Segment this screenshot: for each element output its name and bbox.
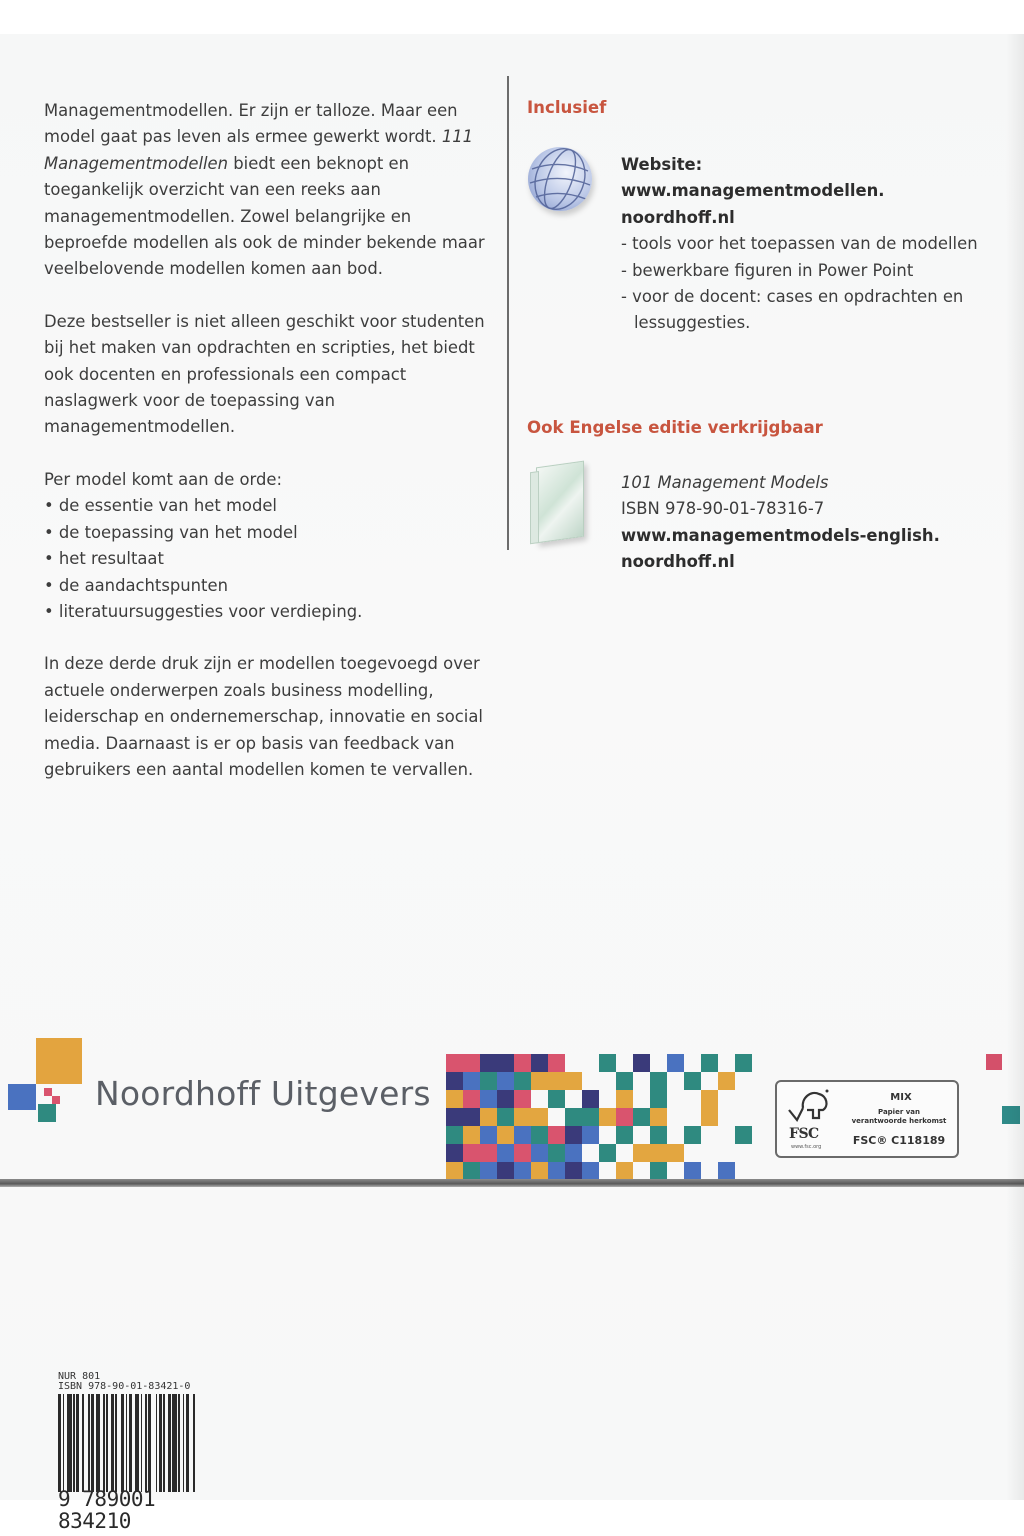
mosaic-cell	[565, 1054, 582, 1072]
mosaic-cell	[616, 1072, 633, 1090]
mosaic-cell	[497, 1126, 514, 1144]
mosaic-cell	[531, 1108, 548, 1126]
nur-code: NUR 801	[58, 1371, 101, 1382]
mosaic-cell	[718, 1108, 735, 1126]
mosaic-cell	[650, 1054, 667, 1072]
fsc-url: www.fsc.org	[791, 1144, 822, 1150]
mosaic-cell	[599, 1162, 616, 1180]
mosaic-cell	[531, 1072, 548, 1090]
website-info	[621, 152, 991, 337]
mosaic-cell	[531, 1054, 548, 1072]
mosaic-cell	[497, 1144, 514, 1162]
mosaic-cell	[633, 1126, 650, 1144]
mosaic-cell	[718, 1126, 735, 1144]
mosaic-cell	[463, 1144, 480, 1162]
list-item: • literatuursuggesties voor verdieping.	[44, 599, 494, 625]
fsc-tree-icon	[785, 1088, 831, 1128]
mosaic-cell	[565, 1144, 582, 1162]
fsc-subtitle: Papier van verantwoorde herkomst	[851, 1108, 947, 1125]
globe-icon	[528, 147, 592, 211]
mosaic-cell	[616, 1054, 633, 1072]
mosaic-cell	[735, 1108, 752, 1126]
english-isbn: ISBN 978-90-01-78316-7	[621, 499, 825, 519]
mosaic-cell	[514, 1108, 531, 1126]
website-label: Website:	[621, 155, 703, 174]
mosaic-cell	[599, 1054, 616, 1072]
mosaic-cell	[582, 1162, 599, 1180]
mosaic-cell	[548, 1162, 565, 1180]
mosaic-cell	[650, 1108, 667, 1126]
mosaic-cell	[616, 1144, 633, 1162]
mosaic-cell	[718, 1144, 735, 1162]
website-features-list	[621, 231, 991, 337]
list-item: • de toepassing van het model	[44, 520, 494, 546]
mosaic-cell	[565, 1108, 582, 1126]
mosaic-cell	[565, 1090, 582, 1108]
mosaic-cell	[497, 1072, 514, 1090]
fsc-mix: MIX	[890, 1092, 912, 1103]
mosaic-cell	[599, 1090, 616, 1108]
mosaic-cell	[718, 1090, 735, 1108]
list-item: - tools voor het toepassen van de modellen	[621, 231, 991, 257]
barcode-isbn: ISBN 978-90-01-83421-0	[58, 1381, 191, 1392]
mosaic-cell	[531, 1090, 548, 1108]
mosaic-cell	[667, 1144, 684, 1162]
mosaic-cell	[548, 1144, 565, 1162]
mosaic-cell	[463, 1162, 480, 1180]
mosaic-cell	[480, 1108, 497, 1126]
mosaic-cell	[548, 1072, 565, 1090]
mosaic-cell	[667, 1126, 684, 1144]
mosaic-cell	[446, 1108, 463, 1126]
mosaic-cell	[633, 1144, 650, 1162]
book-icon	[536, 461, 584, 544]
per-model-intro: Per model komt aan de orde:	[44, 469, 282, 489]
mosaic-cell	[599, 1072, 616, 1090]
mosaic-cell	[497, 1090, 514, 1108]
mosaic-cell	[548, 1054, 565, 1072]
mosaic-cell	[684, 1108, 701, 1126]
english-title: 101 Management Models	[621, 473, 829, 492]
mosaic-cell	[735, 1162, 752, 1180]
mosaic-cell	[531, 1162, 548, 1180]
mosaic-cell	[497, 1108, 514, 1126]
mosaic-cell	[616, 1090, 633, 1108]
column-divider	[507, 76, 509, 550]
color-mosaic	[446, 1054, 754, 1180]
mosaic-cell	[633, 1072, 650, 1090]
list-item: - voor de docent: cases en opdrachten en lessuggesties.	[621, 284, 991, 337]
list-item: • de essentie van het model	[44, 493, 494, 519]
mosaic-cell	[514, 1090, 531, 1108]
website-url[interactable]: www.managementmodellen. noordhoff.nl	[621, 181, 885, 227]
mosaic-cell	[480, 1144, 497, 1162]
mosaic-cell	[531, 1144, 548, 1162]
mosaic-cell	[565, 1162, 582, 1180]
mosaic-cell	[684, 1090, 701, 1108]
mosaic-cell	[633, 1090, 650, 1108]
mosaic-cell	[735, 1090, 752, 1108]
mosaic-cell	[701, 1126, 718, 1144]
mosaic-cell	[684, 1162, 701, 1180]
barcode	[58, 1372, 238, 1532]
book-title-italic: 111 Managementmodellen	[44, 127, 474, 173]
mosaic-cell	[480, 1054, 497, 1072]
mosaic-cell	[667, 1072, 684, 1090]
mosaic-cell	[548, 1126, 565, 1144]
mosaic-cell	[599, 1126, 616, 1144]
per-model-list	[44, 493, 494, 625]
mosaic-cell	[446, 1072, 463, 1090]
audience-paragraph: Deze bestseller is niet alleen geschikt voor studenten bij het maken van opdrachten en scripties, het biedt ook docenten en professionals een compact naslagwerk voor de toepassing van managementmodellen.	[44, 311, 485, 437]
mosaic-cell	[667, 1108, 684, 1126]
mosaic-cell	[446, 1090, 463, 1108]
mosaic-cell	[616, 1108, 633, 1126]
mosaic-cell	[497, 1162, 514, 1180]
fsc-code: FSC® C118189	[852, 1134, 946, 1147]
book-back-cover	[0, 34, 1024, 1533]
mosaic-cell	[582, 1108, 599, 1126]
mosaic-cell	[531, 1126, 548, 1144]
mosaic-cell	[667, 1162, 684, 1180]
mosaic-cell	[650, 1126, 667, 1144]
mosaic-cell	[480, 1126, 497, 1144]
edition-paragraph: In deze derde druk zijn er modellen toegevoegd over actuele onderwerpen zoals business modelling, leiderschap en ondernemerschap, innovatie en social media. Daarnaast is er op basis van feedback van gebruikers een aantal modellen komen te vervallen.	[44, 654, 483, 779]
mosaic-cell	[684, 1144, 701, 1162]
mosaic-cell	[701, 1162, 718, 1180]
description-column	[44, 98, 494, 809]
mosaic-cell	[650, 1072, 667, 1090]
mosaic-cell	[582, 1072, 599, 1090]
mosaic-cell	[582, 1054, 599, 1072]
inclusief-heading: Inclusief	[527, 98, 607, 117]
decor-square-teal	[1002, 1106, 1020, 1124]
mosaic-cell	[616, 1126, 633, 1144]
mosaic-cell	[565, 1072, 582, 1090]
english-edition-info	[621, 470, 1001, 576]
mosaic-cell	[633, 1054, 650, 1072]
mosaic-cell	[616, 1162, 633, 1180]
mosaic-cell	[497, 1054, 514, 1072]
mosaic-cell	[684, 1126, 701, 1144]
mosaic-cell	[463, 1054, 480, 1072]
mosaic-cell	[565, 1126, 582, 1144]
mosaic-cell	[633, 1108, 650, 1126]
mosaic-cell	[514, 1054, 531, 1072]
mosaic-cell	[463, 1090, 480, 1108]
per-model-section	[44, 467, 494, 625]
list-item: - bewerkbare figuren in Power Point	[621, 258, 991, 284]
mosaic-cell	[718, 1162, 735, 1180]
mosaic-cell	[582, 1090, 599, 1108]
mosaic-cell	[582, 1126, 599, 1144]
mosaic-cell	[514, 1144, 531, 1162]
mosaic-cell	[735, 1144, 752, 1162]
mosaic-cell	[633, 1162, 650, 1180]
gray-separator-bar	[0, 1179, 1024, 1187]
decor-square-pink	[986, 1054, 1002, 1070]
fsc-label	[775, 1080, 959, 1158]
mosaic-cell	[735, 1126, 752, 1144]
mosaic-cell	[480, 1072, 497, 1090]
mosaic-cell	[548, 1108, 565, 1126]
fsc-letters: FSC	[789, 1126, 819, 1142]
mosaic-cell	[582, 1144, 599, 1162]
mosaic-cell	[701, 1108, 718, 1126]
barcode-digits: 9 789001 834210	[58, 1487, 156, 1533]
mosaic-cell	[735, 1054, 752, 1072]
mosaic-cell	[701, 1144, 718, 1162]
mosaic-cell	[514, 1162, 531, 1180]
mosaic-cell	[701, 1054, 718, 1072]
mosaic-cell	[701, 1072, 718, 1090]
mosaic-cell	[463, 1108, 480, 1126]
mosaic-cell	[463, 1126, 480, 1144]
mosaic-cell	[480, 1090, 497, 1108]
mosaic-cell	[667, 1090, 684, 1108]
mosaic-cell	[650, 1144, 667, 1162]
intro-paragraph: Managementmodellen. Er zijn er talloze. Maar een model gaat pas leven als ermee gewerkt wordt. 111 Managementmodellen biedt een beknopt en toegankelijk overzicht van een reeks aan managementmodellen. Zowel belangrijke en beproefde modellen als ook de minder bekende maar veelbelovende modellen komen aan bod.	[44, 101, 485, 279]
mosaic-cell	[650, 1162, 667, 1180]
list-item: • het resultaat	[44, 546, 494, 572]
mosaic-cell	[684, 1072, 701, 1090]
mosaic-cell	[718, 1072, 735, 1090]
mosaic-cell	[701, 1090, 718, 1108]
barcode-bars	[58, 1394, 238, 1492]
noordhoff-logo-icon	[8, 1038, 88, 1130]
mosaic-cell	[735, 1072, 752, 1090]
mosaic-cell	[514, 1072, 531, 1090]
mosaic-cell	[650, 1090, 667, 1108]
mosaic-cell	[718, 1054, 735, 1072]
mosaic-cell	[667, 1054, 684, 1072]
mosaic-cell	[446, 1144, 463, 1162]
english-url[interactable]: www.managementmodels-english. noordhoff.nl	[621, 525, 940, 572]
list-item: • de aandachtspunten	[44, 573, 494, 599]
mosaic-cell	[684, 1054, 701, 1072]
mosaic-cell	[599, 1144, 616, 1162]
mosaic-cell	[446, 1162, 463, 1180]
english-edition-heading: Ook Engelse editie verkrijgbaar	[527, 418, 823, 437]
mosaic-cell	[446, 1054, 463, 1072]
publisher-name: Noordhoff Uitgevers	[95, 1074, 431, 1113]
mosaic-cell	[548, 1090, 565, 1108]
mosaic-cell	[599, 1108, 616, 1126]
mosaic-cell	[514, 1126, 531, 1144]
mosaic-cell	[480, 1162, 497, 1180]
mosaic-cell	[463, 1072, 480, 1090]
mosaic-cell	[446, 1126, 463, 1144]
